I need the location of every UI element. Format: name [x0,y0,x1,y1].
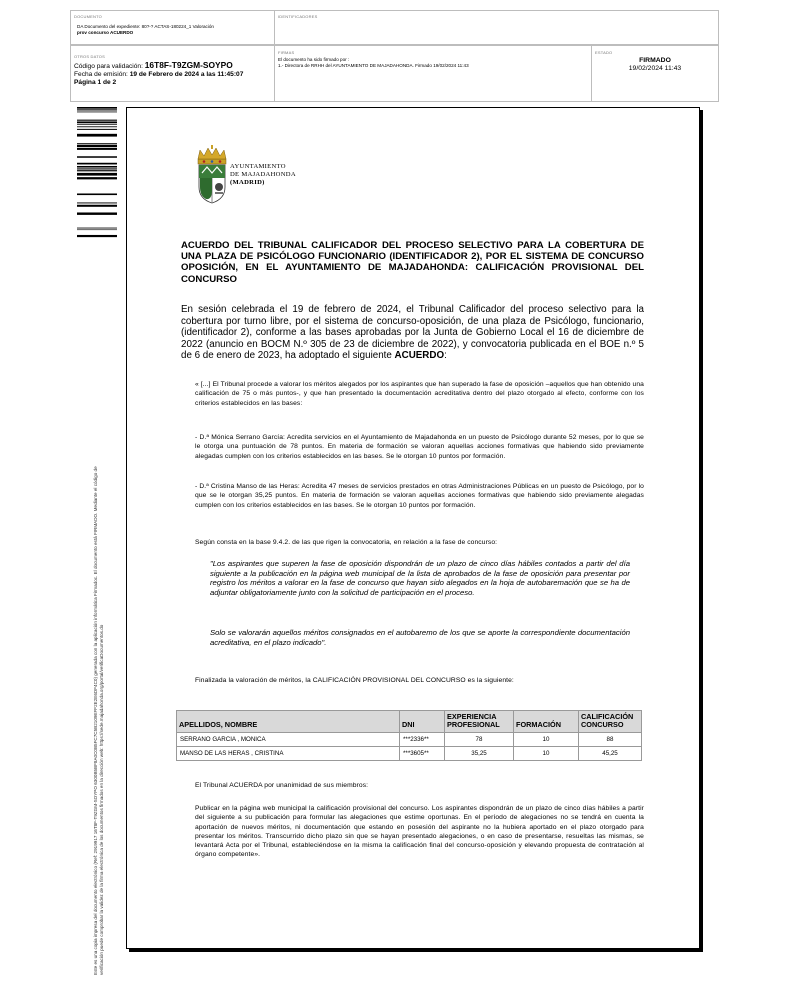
codigo-validacion[interactable]: 16T8F-T9ZGM-SOYPO [144,60,233,70]
barcode-bar [77,134,117,137]
validation-info [74,61,243,87]
fecha-emision: 19 de Febrero de 2024 a las 11:45:07 [129,71,244,78]
barcode [77,107,117,245]
barcode-bar [77,129,117,130]
side-note-line1: Este es una copia impresa del documento electrónico (Ref: 2919917 16T8F-T9ZGM-SOYPO 6300B5BF8A0C0B5FC7C5B2109EFF2E2E6DF4C0) generada con la aplicación informática Firmadoc. El documento está FIRMADO. Mediante el código de [93,466,98,975]
paragraph-publicar: Publicar en la página web municipal la calificación provisional del concurso. Los aspirantes dispondrán de un plazo de cinco días hábiles a partir del siguiente a su publicación para formular las alegaciones que estime oportunas. En el período de alegaciones no se tendrá en cuenta la aportación de nuevos méritos, ni documentación que estando en posesión del aspirante no la hubiera aportado en el plazo otorgado para presentar los méritos. Transcurrido dicho plazo sin que se hayan presentado alegaciones, o en caso de presentarse, resueltas las mismas, se levantará Acta por el Tribunal, estableciéndose en la misma la calificación final del concurso-oposición y elevando propuesta de contratación al órgano competente». [195,805,644,859]
documento-value-line1: DA Documento del expediente: 80?-? ACTAS-180224_1 Valoración [77,24,214,29]
cell-experiencia: 78 [445,732,514,746]
documento-label: DOCUMENTO [74,14,102,19]
paragraph-candidate-2: - D.ª Cristina Manso de las Heras: Acredita 47 meses de servicios prestados en otras Administraciones Públicas en un puesto de Psicólogo, por lo que se le otorgan 35,25 puntos. En materia de formación se valoran aquellas acciones formativas que habiendo sido previamente alegadas cumplen con los criterios establecidos en las bases. Se le otorgan 10 puntos por formación. [195,483,644,509]
intro-text: En sesión celebrada el 19 de febrero de 2024, el Tribunal Calificador del proceso selectivo para la cobertura por turno libre, por el sistema de concurso-oposición, de una plaza de Psicólogo, funcionario, (identificador 2), conforme a las bases aprobadas por la Junta de Gobierno Local el 16 de diciembre de 2022 (anuncio en BOCM N.º 305 de 23 de diciembre de 2022), y convocatoria publicada en el BOE n.º 5 de 6 de enero de 2023, ha adoptado el siguiente [181,304,644,362]
barcode-bar [77,166,117,168]
paragraph-acuerda: El Tribunal ACUERDA por unanimidad de sus miembros: [195,782,369,789]
barcode-bar [77,120,117,121]
estado-box [591,45,719,102]
side-verification-note [93,295,105,975]
documento-value-line2: prov concurso ACUERDO [77,30,134,35]
intro-bold: ACUERDO [394,350,445,362]
barcode-bar [77,235,117,237]
estado-label: ESTADO [595,50,613,55]
barcode-bar [77,107,117,109]
cell-calificacion: 88 [579,732,642,746]
col-calificacion: CALIFICACIÓN CONCURSO [579,711,642,733]
firmas-label: FIRMAS [278,50,295,55]
barcode-bar [77,124,117,125]
cell-nombre: MANSO DE LAS HERAS , CRISTINA [177,746,400,760]
cell-experiencia: 35,25 [445,746,514,760]
cell-calificacion: 45,25 [579,746,642,760]
barcode-bar [77,163,117,165]
identificadores-box [274,10,719,45]
cell-dni: ***3605** [400,746,445,760]
results-table [176,710,642,761]
intro-paragraph [181,304,644,362]
barcode-bar [77,173,117,176]
table-row [177,746,642,760]
org-line3: (MADRID) [230,179,265,186]
barcode-bar [77,170,117,171]
org-line2: DE MAJADAHONDA [230,171,296,178]
coat-of-arms-icon [194,145,230,205]
side-note-line2: verificación puede comprobar la validez de la firma electrónica de los documentos firmados en la dirección web: https://sede.majadahonda.org/portal/verificaDocumentos.do [99,624,104,975]
table-row [177,732,642,746]
barcode-bar [77,212,117,214]
cell-dni: ***2336** [400,732,445,746]
firmas-box [274,45,592,102]
otros-datos-label: OTROS DATOS [74,54,105,59]
barcode-bar [77,145,117,148]
barcode-bar [77,193,117,195]
paragraph-valoracion: « [...] El Tribunal procede a valorar los méritos alegados por los aspirantes que han superado la fase de oposición –aquellos que han obtenido una calificación de 75 o más puntos-, y que han presentado la documentación acreditativa dentro del plazo otorgado al efecto, conforme con los criterios establecidos en las bases: [195,381,644,407]
firmas-line2: 1.- Directora de RRHH del AYUNTAMIENTO DE MAJADAHONDA. Firmado 19/02/2024 11:43 [278,63,469,68]
barcode-bar [77,156,117,158]
quote-bases-1: "Los aspirantes que superen la fase de oposición dispondrán de un plazo de cinco días hábiles contados a partir del día siguiente a la publicación en la página web municipal de la lista de aprobados de la fase de oposición para presentar por registro los méritos a valorar en la fase de concurso que hayan sido alegados en la hoja de autobaremación que se ha de adjuntar obligatoriamente junto con la solicitud de participación en el proceso. [210,559,630,597]
col-experiencia: EXPERIENCIA PROFESIONAL [445,711,514,733]
barcode-bar [77,148,117,150]
barcode-bar [77,112,117,113]
org-line1: AYUNTAMIENTO [230,163,286,170]
cell-formacion: 10 [514,732,579,746]
identificadores-label: IDENTIFICADORES [278,14,318,19]
organization-name [230,163,296,187]
col-nombre: APELLIDOS, NOMBRE [177,711,400,733]
otros-datos-box [70,45,275,102]
firmas-text [278,57,469,69]
barcode-bar [77,109,117,110]
paragraph-candidate-1: - D.ª Mónica Serrano García: Acredita servicios en el Ayuntamiento de Majadahonda en un puesto de Psicólogo durante 52 meses, por lo que se le otorga una puntuación de 78 puntos. En materia de formación se valoran aquellas acciones formativas que habiendo sido previamente alegadas cumplen con los criterios establecidos en las bases. Se le otorgan 10 puntos por formación. [195,434,644,460]
cell-formacion: 10 [514,746,579,760]
documento-box [70,10,275,45]
estado-fecha: 19/02/2024 11:43 [628,65,682,72]
intro-end: : [444,350,447,362]
paragraph-base: Según consta en la base 9.4.2. de las que rigen la convocatoria, en relación a la fase de concurso: [195,539,498,546]
barcode-bar [77,205,117,207]
paragraph-calificacion: Finalizada la valoración de méritos, la CALIFICACIÓN PROVISIONAL DEL CONCURSO es la siguiente: [195,677,514,684]
document-title: ACUERDO DEL TRIBUNAL CALIFICADOR DEL PROCESO SELECTIVO PARA LA COBERTURA DE UNA PLAZA DE PSICÓLOGO FUNCIONARIO (IDENTIFICADOR 2), POR EL SISTEMA DE CONCURSO OPOSICIÓN, EN EL AYUNTAMIENTO DE MAJADAHONDA: CALIFICACIÓN PROVISIONAL DEL CONCURSO [181,240,644,285]
cell-nombre: SERRANO GARCIA , MONICA [177,732,400,746]
col-formacion: FORMACIÓN [514,711,579,733]
barcode-bar [77,126,117,127]
documento-value [77,24,214,36]
barcode-bar [77,177,117,179]
barcode-bar [77,228,117,229]
col-dni: DNI [400,711,445,733]
barcode-bar [77,121,117,123]
fecha-emision-label: Fecha de emisión: [74,71,128,78]
barcode-bar [77,229,117,230]
estado-value [592,57,718,73]
barcode-bar [77,202,117,203]
barcode-bar [77,143,117,144]
barcode-bar [77,168,117,169]
firmas-line1: El documento ha sido firmado por : [278,57,350,62]
codigo-validacion-label: Código para validación: [74,63,143,70]
table-header-row [177,711,642,733]
page-number: Página 1 de 2 [74,79,117,86]
quote-bases-2: Solo se valorarán aquellos méritos consignados en el autobaremo de los que se aporte la correspondiente documentación acreditativa, en el plazo indicado". [210,628,630,647]
estado-status: FIRMADO [639,57,671,64]
